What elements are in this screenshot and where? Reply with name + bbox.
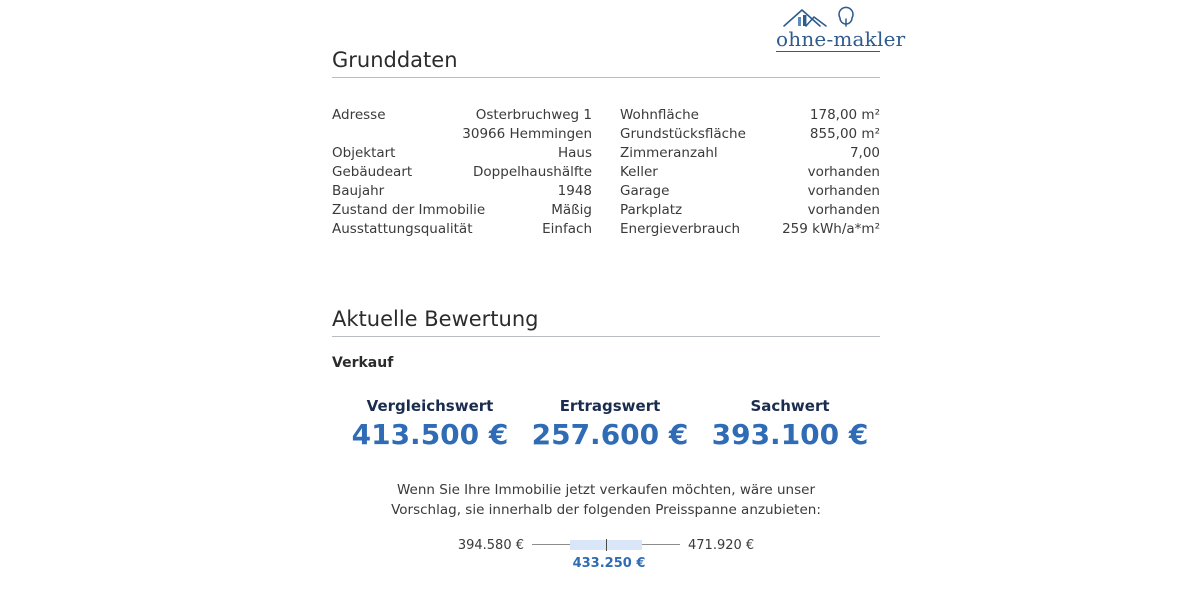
data-value-secondary: 30966 Hemmingen: [462, 126, 592, 143]
data-row: [620, 220, 880, 239]
data-value: 1948: [557, 183, 592, 200]
data-value: 259 kWh/a*m²: [782, 221, 880, 238]
data-value: 178,00 m²: [809, 107, 880, 124]
data-label: Zustand der Immobilie: [332, 202, 486, 219]
data-row: [620, 201, 880, 220]
data-label: Energieverbrauch: [620, 221, 741, 238]
data-value: vorhanden: [807, 183, 880, 200]
data-value: Haus: [557, 145, 592, 162]
data-label: Wohnfläche: [620, 107, 699, 124]
data-value: Einfach: [542, 221, 592, 238]
brand-name: ohne-makler: [776, 27, 906, 51]
price-range-marker: [606, 539, 607, 551]
section-heading-bewertung: Aktuelle Bewertung: [332, 307, 880, 337]
valuation-label: Ertragswert: [559, 397, 661, 416]
data-label: Parkplatz: [620, 202, 683, 219]
data-row: [620, 106, 880, 125]
grunddaten-columns: [332, 106, 880, 239]
report-body: [332, 0, 906, 571]
data-row: [620, 125, 880, 144]
valuation-label: Vergleichswert: [366, 397, 494, 416]
data-label: Garage: [620, 183, 670, 200]
data-label: Ausstattungsqualität: [332, 221, 473, 238]
data-label: Adresse: [332, 107, 386, 124]
data-row: [332, 201, 592, 220]
section-heading-grunddaten: Grunddaten: [332, 48, 880, 78]
data-label: Grundstücksfläche: [620, 126, 746, 143]
data-value: vorhanden: [807, 164, 880, 181]
data-row: [332, 182, 592, 201]
valuation-card-vergleichswert: [340, 397, 520, 453]
data-label: Keller: [620, 164, 658, 181]
data-row: [332, 106, 592, 125]
data-label: Baujahr: [332, 183, 385, 200]
data-label: Gebäudeart: [332, 164, 413, 181]
data-label: Zimmeranzahl: [620, 145, 718, 162]
data-value: vorhanden: [807, 202, 880, 219]
price-range-slider: [332, 538, 880, 553]
valuation-amount: 257.600 €: [531, 418, 689, 452]
data-row: [332, 163, 592, 182]
price-range-max: 471.920 €: [688, 537, 755, 553]
data-value: 7,00: [849, 145, 880, 162]
data-value: 855,00 m²: [809, 126, 880, 143]
data-row: [332, 220, 592, 239]
price-range-track: [532, 539, 680, 551]
data-value: Doppelhaushälfte: [473, 164, 592, 181]
advice-text: Wenn Sie Ihre Immobilie jetzt verkaufen möchten, wäre unser Vorschlag, sie innerhalb der folgenden Preisspanne anzubieten:: [391, 481, 821, 518]
valuation-card-ertragswert: [520, 397, 700, 453]
data-row: [620, 182, 880, 201]
valuation-card-sachwert: [700, 397, 880, 453]
data-value: Osterbruchweg 1: [475, 107, 592, 124]
valuation-label: Sachwert: [750, 397, 830, 416]
data-row: [620, 163, 880, 182]
valuation-amount: 413.500 €: [351, 418, 509, 452]
data-label: Objektart: [332, 145, 396, 162]
valuation-amount: 393.100 €: [711, 418, 869, 452]
price-range-min: 394.580 €: [457, 537, 524, 553]
data-row: [332, 144, 592, 163]
subsection-title-verkauf: Verkauf: [332, 355, 394, 372]
grunddaten-left-column: [332, 106, 592, 239]
data-row: [620, 144, 880, 163]
data-value: Mäßig: [551, 202, 592, 219]
price-range-current: 433.250 €: [572, 555, 646, 571]
valuation-cards: [332, 397, 880, 453]
grunddaten-right-column: [620, 106, 880, 239]
